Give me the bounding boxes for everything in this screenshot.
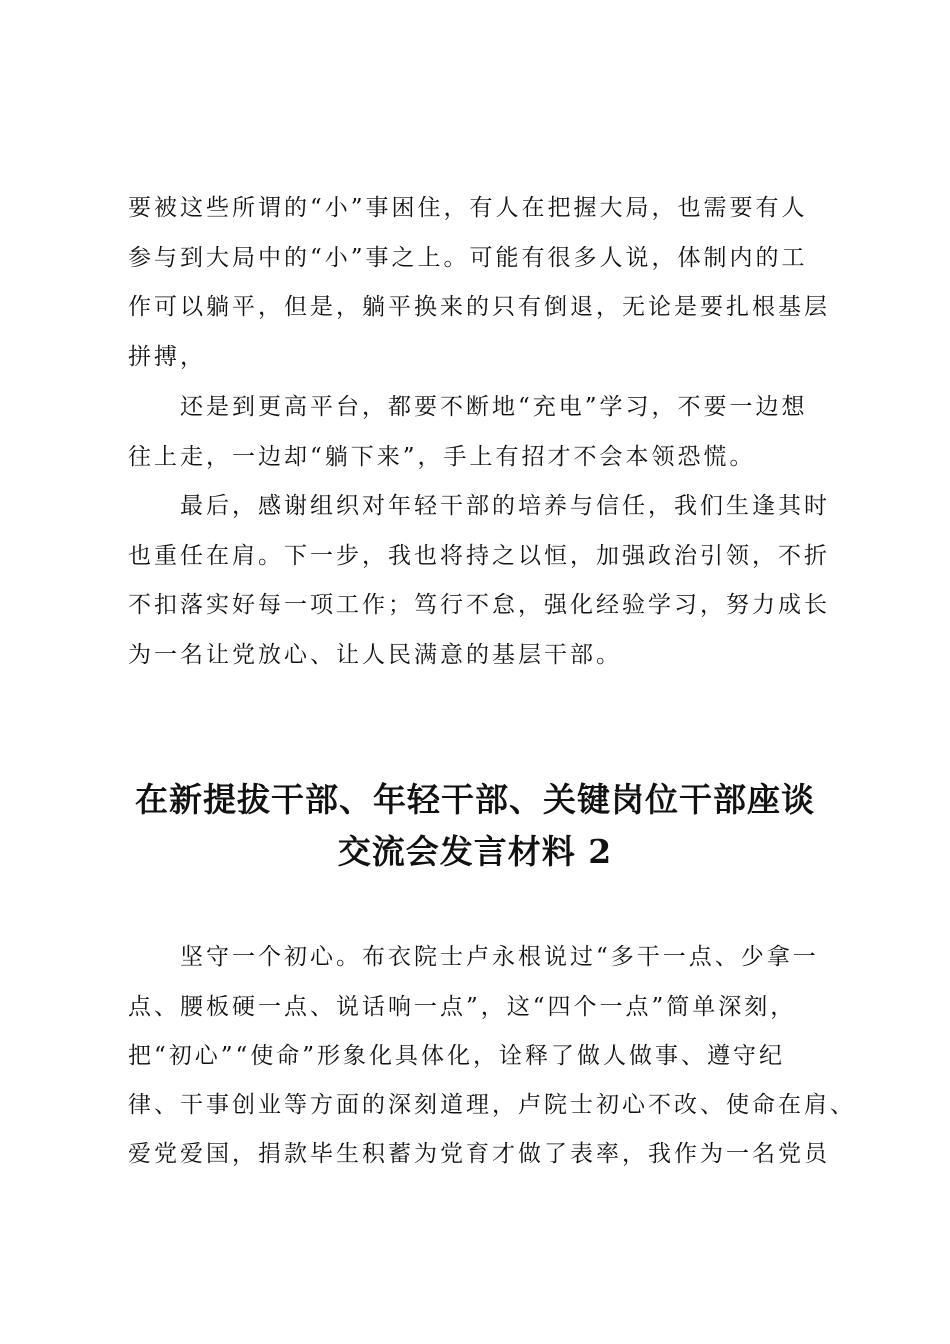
section-title: 交流会发言材料 2 <box>337 832 613 871</box>
section-title: 在新提拔干部、年轻干部、关键岗位干部座谈 <box>135 780 815 819</box>
text-line: 参与到大局中的“小”事之上。可能有很多人说，体制内的工 <box>128 245 808 271</box>
text-line: 坚守一个初心。布衣院士卢永根说过“多干一点、少拿一 <box>128 944 819 970</box>
text-line: 为一名让党放心、让人民满意的基层干部。 <box>128 642 622 668</box>
text-line: 作可以躺平，但是，躺平换来的只有倒退，无论是要扎根基层 <box>128 294 830 320</box>
text-line: 拼搏， <box>128 344 206 370</box>
text-line: 不扣落实好每一项工作；笃行不怠，强化经验学习，努力成长 <box>128 592 830 618</box>
text-line: 律、干事创业等方面的深刻道理，卢院士初心不改、使命在肩、 <box>128 1092 856 1118</box>
text-line: 还是到更高平台，都要不断地“充电”学习，不要一边想 <box>128 394 808 420</box>
text-line: 爱党爱国，捐款毕生积蓄为党育才做了表率，我作为一名党员 <box>128 1141 830 1167</box>
text-line: 最后，感谢组织对年轻干部的培养与信任，我们生逢其时 <box>128 493 830 519</box>
text-line: 往上走，一边却“躺下来”，手上有招才不会本领恐慌。 <box>128 444 756 470</box>
text-line: 点、腰板硬一点、说话响一点”，这“四个一点”简单深刻， <box>128 994 797 1020</box>
text-line: 要被这些所谓的“小”事困住，有人在把握大局，也需要有人 <box>128 195 808 221</box>
text-line: 也重任在肩。下一步，我也将持之以恒，加强政治引领，不折 <box>128 543 830 569</box>
text-line: 把“初心”“使命”形象化具体化，诠释了做人做事、遵守纪 <box>128 1043 786 1069</box>
